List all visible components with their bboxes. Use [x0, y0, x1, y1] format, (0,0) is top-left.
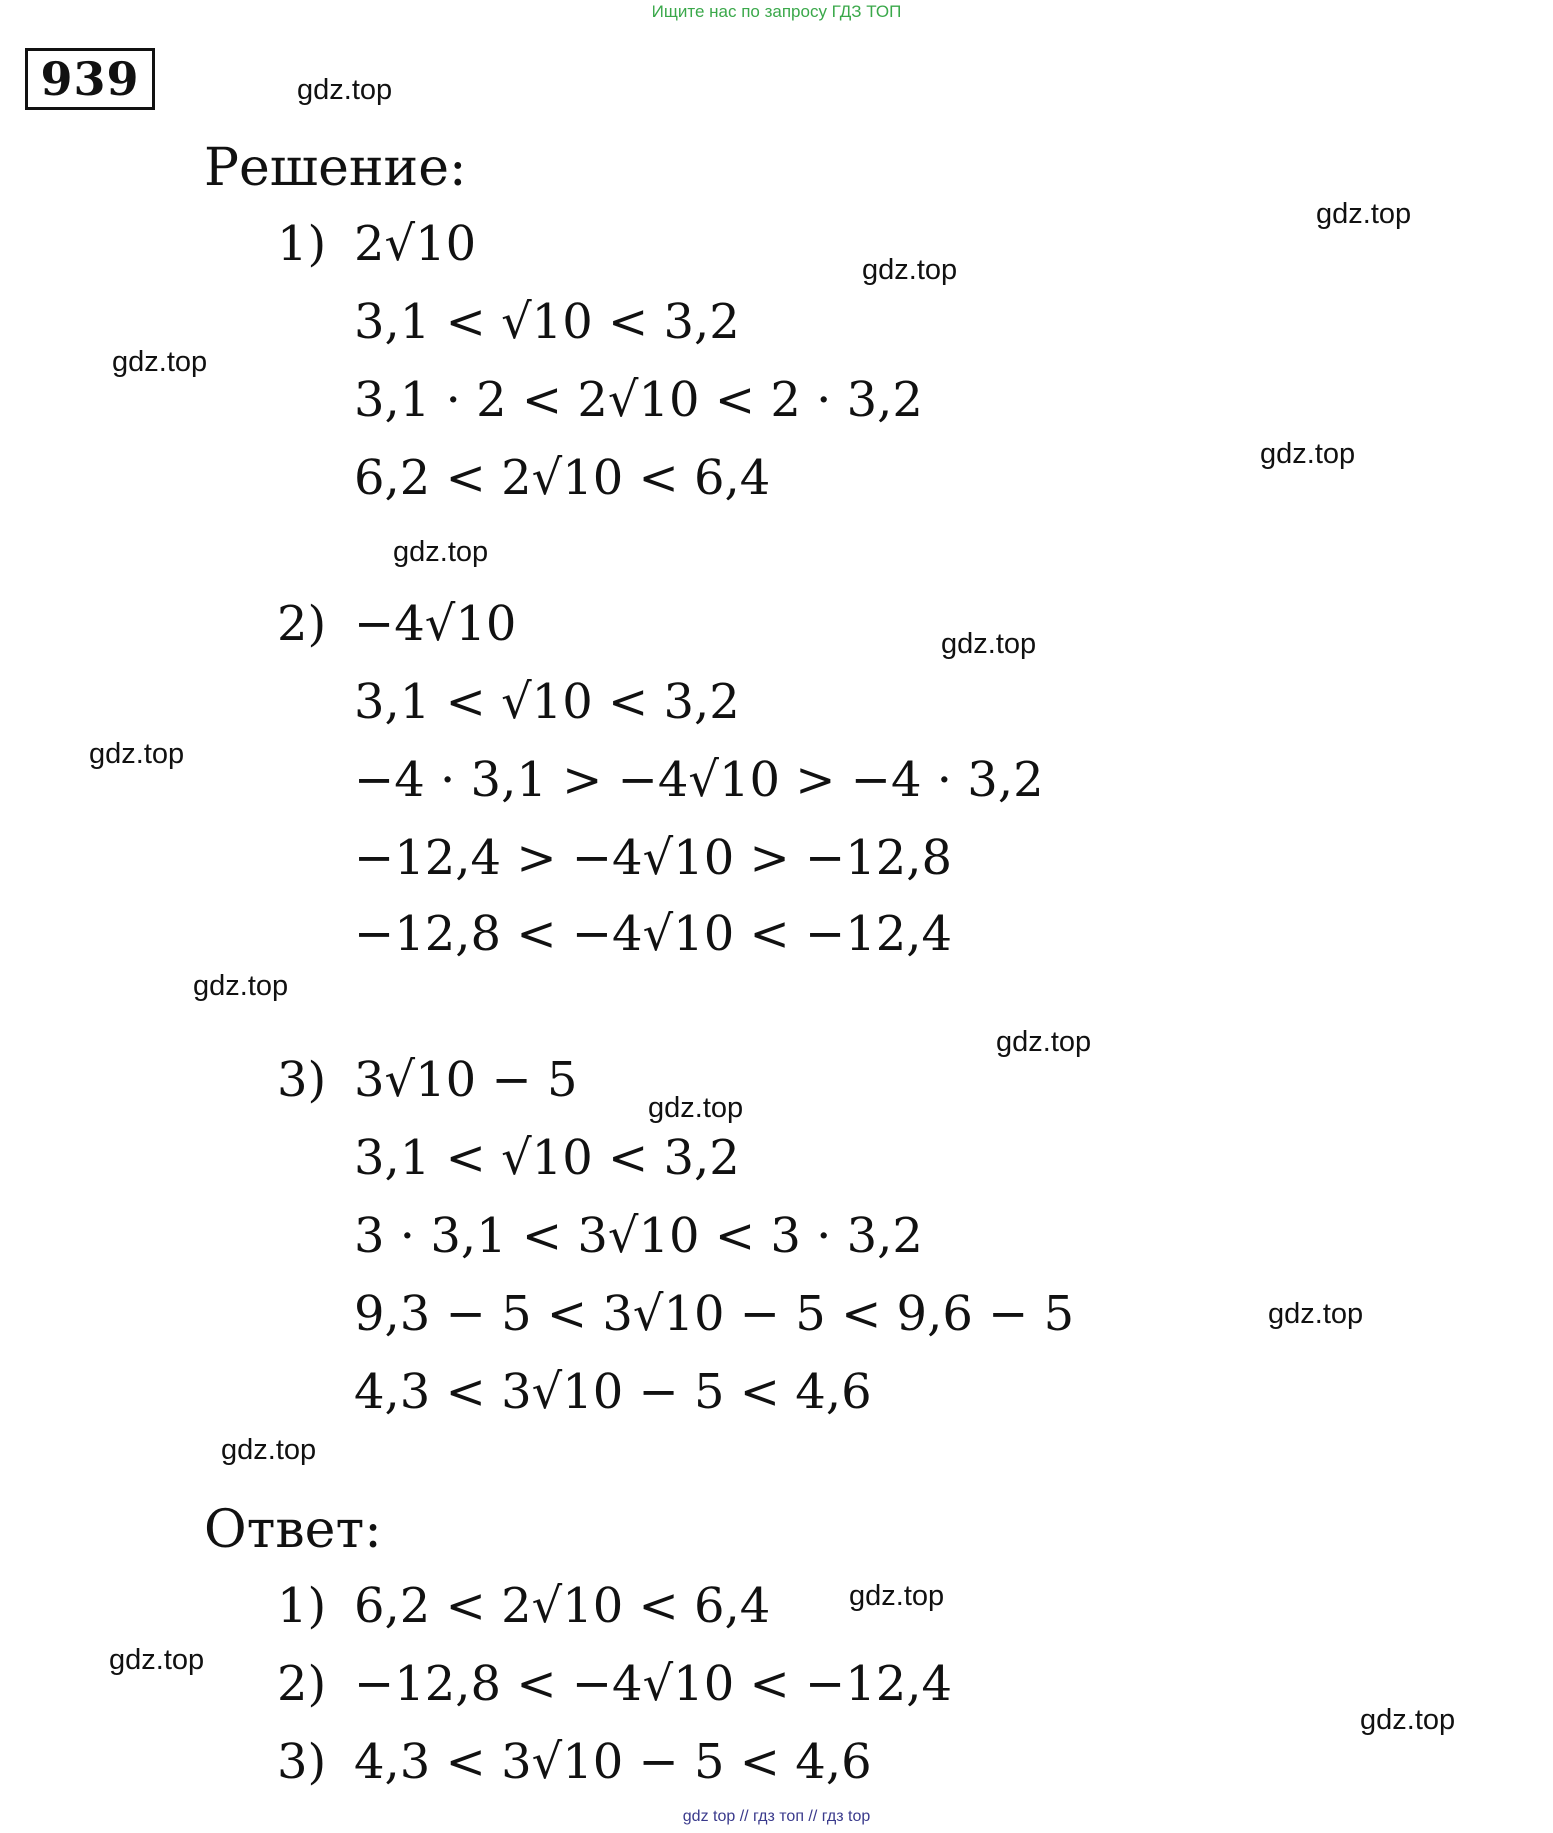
- answer-heading: Ответ:: [204, 1500, 382, 1560]
- part-2-line-2: 3,1 < √10 < 3,2: [354, 674, 740, 730]
- watermark: gdz.top: [996, 1026, 1092, 1058]
- part-2-line-5: −12,8 < −4√10 < −12,4: [354, 906, 953, 962]
- part-3-line-2: 3,1 < √10 < 3,2: [354, 1130, 740, 1186]
- footer: gdz top // гдз топ // гдз top: [682, 1808, 871, 1825]
- part-3-number: 3): [277, 1052, 327, 1108]
- answer-1-number: 1): [277, 1578, 327, 1634]
- top-banner: Ищите нас по запросу ГДЗ ТОП: [651, 2, 902, 21]
- solution-heading: Решение:: [204, 138, 467, 198]
- watermark: gdz.top: [109, 1644, 205, 1676]
- part-1-number: 1): [277, 216, 327, 272]
- watermark: gdz.top: [1260, 438, 1356, 470]
- watermark: gdz.top: [1268, 1298, 1364, 1330]
- watermark: gdz.top: [193, 970, 289, 1002]
- answer-3-number: 3): [277, 1734, 327, 1790]
- part-2-number: 2): [277, 596, 327, 652]
- watermark: gdz.top: [89, 738, 185, 770]
- answer-2-number: 2): [277, 1656, 327, 1712]
- watermark: gdz.top: [221, 1434, 317, 1466]
- part-2-line-3: −4 · 3,1 > −4√10 > −4 · 3,2: [354, 752, 1044, 808]
- task-number: 939: [25, 48, 155, 110]
- watermark: gdz.top: [648, 1092, 744, 1124]
- answer-1: 6,2 < 2√10 < 6,4: [354, 1578, 771, 1634]
- part-3-line-1: 3√10 − 5: [354, 1052, 578, 1108]
- part-1-line-1: 2√10: [354, 216, 477, 272]
- part-1-line-3: 3,1 · 2 < 2√10 < 2 · 3,2: [354, 372, 923, 428]
- watermark: gdz.top: [297, 74, 393, 106]
- watermark: gdz.top: [1360, 1704, 1456, 1736]
- watermark: gdz.top: [112, 346, 208, 378]
- part-2-line-4: −12,4 > −4√10 > −12,8: [354, 830, 953, 886]
- watermark: gdz.top: [393, 536, 489, 568]
- part-3-line-5: 4,3 < 3√10 − 5 < 4,6: [354, 1364, 872, 1420]
- answer-3: 4,3 < 3√10 − 5 < 4,6: [354, 1734, 872, 1790]
- watermark: gdz.top: [849, 1580, 945, 1612]
- part-3-line-4: 9,3 − 5 < 3√10 − 5 < 9,6 − 5: [354, 1286, 1075, 1342]
- watermark: gdz.top: [1316, 198, 1412, 230]
- part-1-line-2: 3,1 < √10 < 3,2: [354, 294, 740, 350]
- part-1-line-4: 6,2 < 2√10 < 6,4: [354, 450, 771, 506]
- watermark: gdz.top: [941, 628, 1037, 660]
- part-3-line-3: 3 · 3,1 < 3√10 < 3 · 3,2: [354, 1208, 923, 1264]
- watermark: gdz.top: [862, 254, 958, 286]
- part-2-line-1: −4√10: [354, 596, 517, 652]
- answer-2: −12,8 < −4√10 < −12,4: [354, 1656, 953, 1712]
